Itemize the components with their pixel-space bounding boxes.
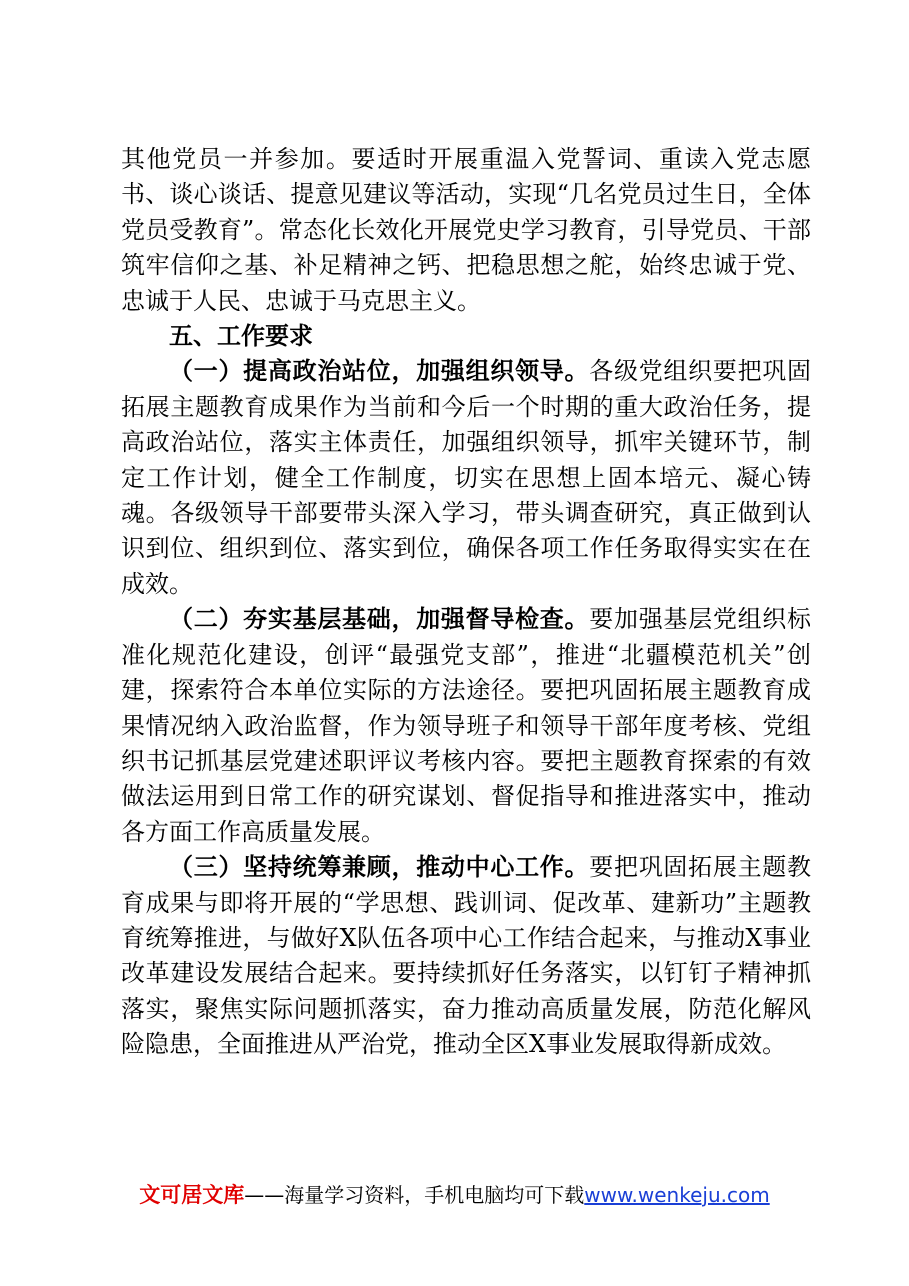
footer-brand: 文可居文库 — [139, 1183, 245, 1207]
requirement-item-2 — [121, 602, 811, 850]
paragraph-continuation: 其他党员一并参加。要适时开展重温入党誓词、重读入党志愿书、谈心谈话、提意见建议等活动，实现“几名党员过生日，全体党员受教育”。常态化长效化开展党史学习教育，引导党员、干部筑牢信仰之基、补足精神之钙、把稳思想之舵，始终忠诚于党、忠诚于人民、忠诚于马克思主义。 — [121, 145, 811, 315]
requirement-item-3 — [121, 850, 811, 1062]
requirement-item-1-body: 各级党组织要把巩固拓展主题教育成果作为当前和今后一个时期的重大政治任务，提高政治站位，落实主体责任，加强组织领导，抓牢关键环节，制定工作计划，健全工作制度，切实在思想上固本培元、凝心铸魂。各级领导干部要带头深入学习，带头调查研究，真正做到认识到位、组织到位、落实到位，确保各项工作任务取得实实在在成效。 — [121, 357, 812, 598]
requirement-item-2-lead: （二）夯实基层基础，加强督导检查。 — [169, 605, 590, 634]
requirement-item-3-lead: （三）坚持统筹兼顾，推动中心工作。 — [169, 853, 590, 882]
document-body — [121, 142, 811, 1063]
footer-slogan: ——海量学习资料，手机电脑均可下载 — [244, 1183, 585, 1207]
requirement-item-3-body: 要把巩固拓展主题教育成果与即将开展的“学思想、践训词、促改革、建新功”主题教育统筹推进，与做好X队伍各项中心工作结合起来，与推动X事业改革建设发展结合起来。要持续抓好任务落实，以钉钉子精神抓落实，聚焦实际问题抓落实，奋力推动高质量发展，防范化解风险隐患，全面推进从严治党，推动全区X事业发展取得新成效。 — [121, 853, 812, 1059]
page-footer — [0, 1180, 909, 1210]
footer-site-link[interactable]: www.wenkeju.com — [584, 1183, 770, 1207]
requirement-item-1 — [121, 354, 811, 602]
requirement-item-2-body: 要加强基层党组织标准化规范化建设，创评“最强党支部”，推进“北疆模范机关”创建，探索符合本单位实际的方法途径。要把巩固拓展主题教育成果情况纳入政治监督，作为领导班子和领导干部年度考核、党组织书记抓基层党建述职评议考核内容。要把主题教育探索的有效做法运用到日常工作的研究谋划、督促指导和推进落实中，推动各方面工作高质量发展。 — [121, 605, 812, 846]
section-heading: 五、工作要求 — [169, 322, 313, 351]
requirement-item-1-lead: （一）提高政治站位，加强组织领导。 — [169, 357, 590, 386]
